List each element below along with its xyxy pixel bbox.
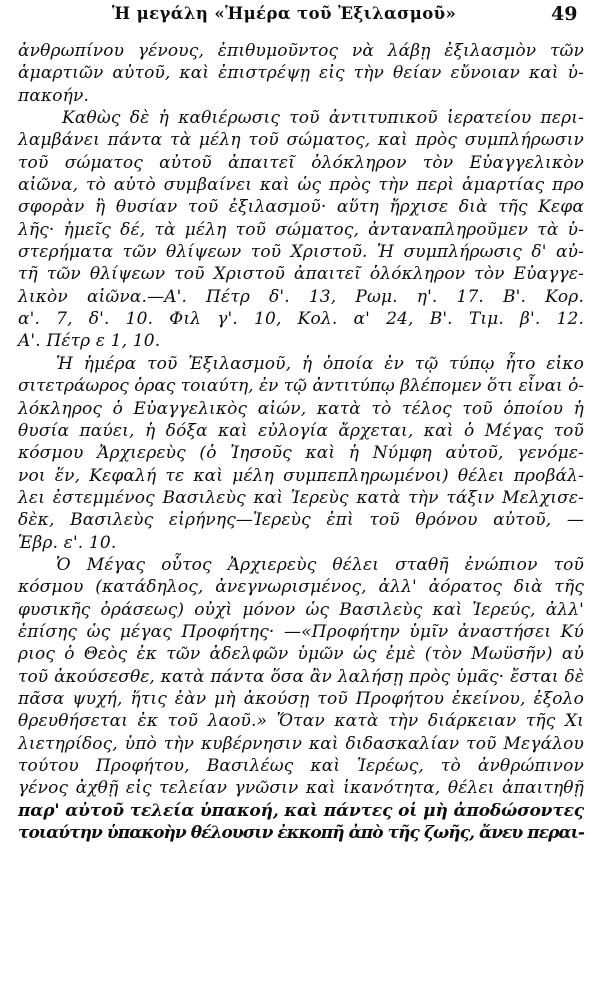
text-line: παρ' αὐτοῦ τελεία ὑπακοή, καὶ πάντες οἱ μὴ ἀποδώσοντες	[18, 800, 584, 821]
text-line: αἰῶνα, τὸ αὐτὸ συμβαίνει καὶ ὡς πρὸς τὴν περὶ ἁμαρτίας προ	[18, 175, 584, 196]
text-line: λει ἐστεμμένος Βασιλεὺς καὶ Ἱερεὺς κατὰ τὴν τάξιν Μελχισε-	[18, 487, 584, 508]
text-line: Α'. Πέτρ ε 1, 10.	[18, 331, 161, 352]
text-line: πᾶσα ψυχή, ἥτις ἐὰν μὴ ἀκούσῃ τοῦ Προφήτου ἐκείνου, ἐξολο	[18, 688, 584, 709]
text-line: θρευθήσεται ἐκ τοῦ λαοῦ.» Ὅταν κατὰ τὴν διάρκειαν τῆς Χι	[18, 711, 584, 732]
text-line: σφορὰν ἢ θυσίαν τοῦ ἐξιλασμοῦ· αὕτη ἤρχισε διὰ τῆς Κεφα	[18, 197, 584, 218]
text-line: τοιαύτην ὑπακοὴν θέλουσιν ἐκκοπῆ ἀπὸ τῆς ζωῆς, ἄνευ περαι-	[18, 823, 584, 844]
page-number: 49	[551, 3, 578, 25]
text-line: κόσμου (κατάδηλος, ἀνεγνωρισμένος, ἀλλ' ἀόρατος διὰ τῆς	[18, 577, 584, 598]
text-line: Ἡ ἡμέρα τοῦ Ἐξιλασμοῦ, ἡ ὁποία ἐν τῷ τύπῳ ἦτο εἰκο	[56, 353, 584, 374]
text-line: σιτετράωρος ὁρας τοιαύτη, ἐν τῷ ἀντιτύπῳ βλέπομεν ὅτι εἶναι ὁ-	[18, 376, 584, 397]
text-line: λικὸν αἰῶνα.—Α'. Πέτρ δ'. 13, Ρωμ. η'. 17. Β'. Κορ.	[18, 286, 584, 307]
text-line: τοῦ σώματος αὐτοῦ ἀπαιτεῖ ὁλόκληρον τὸν Εὐαγγελικὸν	[18, 152, 584, 173]
text-line: φυσικῆς ὁράσεως) οὐχὶ μόνον ὡς Βασιλεὺς καὶ Ἱερεύς, ἀλλ'	[18, 599, 584, 620]
text-line: Καθὼς δὲ ἡ καθιέρωσις τοῦ ἀντιτυπικοῦ ἱερατείου περι-	[62, 108, 584, 129]
paragraph-2	[18, 107, 584, 353]
text-line: τῆ τῶν θλίψεων τοῦ Χριστοῦ ἀπαιτεῖ ὁλόκληρον τὸν Εὐαγγε-	[18, 264, 584, 285]
paragraph-1	[18, 40, 584, 107]
text-line: λῆς· ἡμεῖς δέ, τὰ μέλη τοῦ σώματος, ἀνταναπληροῦμεν τὰ ὑ-	[18, 219, 584, 240]
text-line: στερήματα τῶν θλίψεων τοῦ Χριστοῦ. Ἡ συμπλήρωσις δ' αὐ-	[18, 242, 584, 263]
text-line: ριος ὁ Θεὸς ἐκ τῶν ἀδελφῶν ὑμῶν ὡς ἐμὲ (τὸν Μωϋσῆν) αὐ	[18, 644, 584, 665]
text-line: ἁμαρτιῶν αὐτοῦ, καὶ ἐπιστρέψῃ εἰς τὴν θείαν εὔνοιαν καὶ ὑ-	[18, 63, 584, 84]
text-line: τούτου Προφήτου, Βασιλέως καὶ Ἱερέως, τὸ ἀνθρώπινον	[18, 756, 584, 776]
text-line: γένος ἀχθῇ εἰς τελείαν γνῶσιν καὶ ἱκανότητα, θέλει ἀπαιτηθῇ	[18, 778, 584, 799]
text-line: Ἑβρ. ε'. 10.	[18, 532, 117, 553]
text-line: λόκληρος ὁ Εὐαγγελικὸς αἰών, κατὰ τὸ τέλος τοῦ ὁποίου ἡ	[18, 398, 584, 419]
text-line: νοι ἕν, Κεφαλή τε καὶ μέλη συμπεπληρωμένοι) θέλει προβάλ-	[18, 465, 584, 486]
text-line: λιετηρίδος, ὑπὸ τὴν κυβέρνησιν καὶ διδασκαλίαν τοῦ Μεγάλου	[18, 733, 584, 754]
text-line: λαμβάνει πάντα τὰ μέλη τοῦ σώματος, καὶ πρὸς συμπλήρωσιν	[18, 130, 584, 151]
running-header	[0, 4, 600, 30]
paragraph-4	[18, 554, 584, 844]
text-line: θυσία παύει, ἡ δόξα καὶ εὐλογία ἄρχεται, καὶ ὁ Μέγας τοῦ	[18, 420, 584, 441]
text-line: Ὁ Μέγας οὗτος Ἀρχιερεὺς θέλει σταθῆ ἐνώπιον τοῦ	[56, 554, 584, 575]
running-title: Ἡ μεγάλη «Ἡμέρα τοῦ Ἐξιλασμοῦ»	[112, 4, 457, 23]
text-line: τοῦ ἀκούσεσθε, κατὰ πάντα ὅσα ἂν λαλήσῃ πρὸς ὑμᾶς· ἔσται δὲ	[18, 666, 584, 687]
text-line: δὲκ, Βασιλεὺς εἰρήνης—Ἱερεὺς ἐπὶ τοῦ θρόνου αὐτοῦ, —	[18, 510, 584, 531]
text-line: ἐπίσης ὡς μέγας Προφήτης· —«Προφήτην ὑμῖν ἀναστήσει Κύ	[18, 621, 584, 642]
text-line: κόσμου Ἀρχιερεὺς (ὁ Ἰησοῦς καὶ ἡ Νύμφη αὐτοῦ, γενόμε-	[18, 443, 584, 464]
text-line: ἀνθρωπίνου γένους, ἐπιθυμοῦντος νὰ λάβῃ ἐξιλασμὸν τῶν	[18, 41, 584, 61]
text-line: πακοήν.	[18, 85, 90, 106]
paragraph-3	[18, 353, 584, 554]
body-text	[18, 40, 584, 844]
text-line: α'. 7, δ'. 10. Φιλ γ'. 10, Κολ. α' 24, Β'. Τιμ. β'. 12.	[18, 309, 584, 330]
